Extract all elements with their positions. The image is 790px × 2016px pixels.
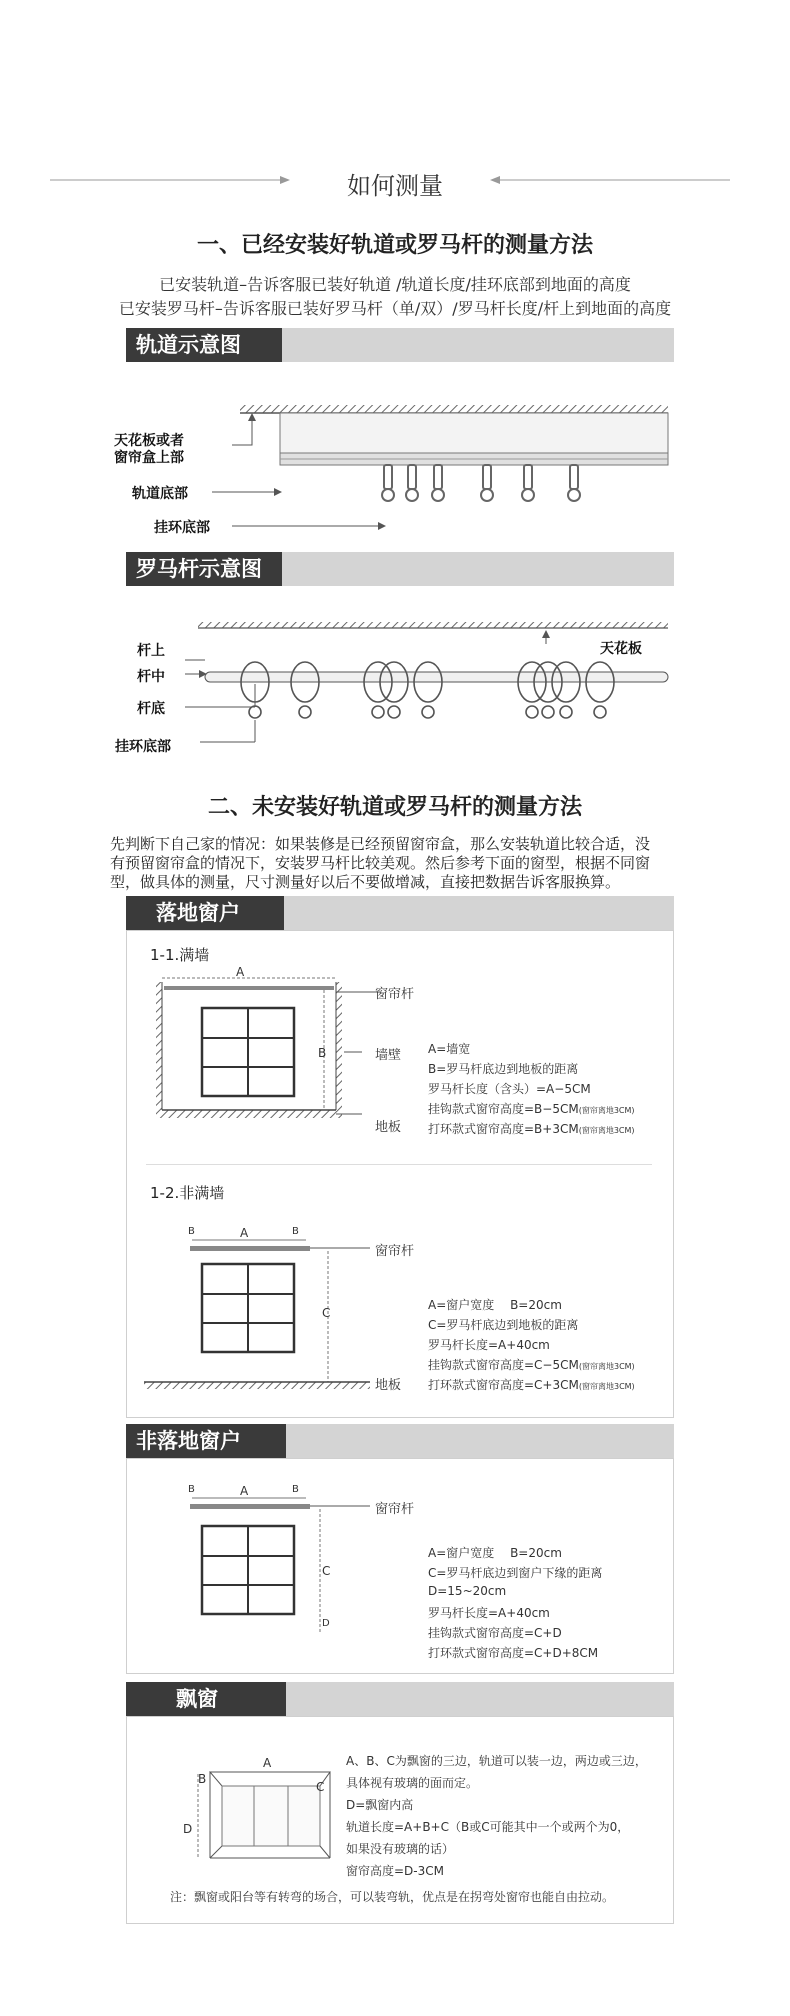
rod-label-top: 杆上 <box>137 643 165 659</box>
floor-case2-note-5 <box>428 1376 635 1393</box>
bay-label-d: D <box>183 1822 193 1836</box>
floor-case1-note-5 <box>428 1120 635 1137</box>
floor-case1-label-a: A <box>236 965 245 979</box>
rod-label-ring-bottom: 挂环底部 <box>115 739 171 755</box>
floor-case1-diagram <box>140 968 380 1138</box>
section2-heading: 二、未安装好轨道或罗马杆的测量方法 <box>207 795 582 820</box>
nonfloor-label-c: C <box>322 1564 331 1578</box>
floor-band <box>126 896 674 930</box>
rod-label-bottom: 杆底 <box>137 701 165 717</box>
section1-line2: 已安装罗马杆–告诉客服已装好罗马杆（单/双）/罗马杆长度/杆上到地面的高度 <box>118 299 672 318</box>
floor-case1-note-2: B=罗马杆底边到地板的距离 <box>428 1062 579 1076</box>
floor-case1-note-4-sub: (窗帘离地3CM) <box>578 1106 635 1115</box>
nonfloor-label-b-right: B <box>292 1484 299 1495</box>
floor-case2-label-rod: 窗帘杆 <box>375 1244 415 1259</box>
bay-diagram <box>190 1762 350 1882</box>
section2-para-3: 型，做具体的测量，尺寸测量好以后不要做增减，直接把数据告诉客服换算。 <box>110 873 621 891</box>
floor-divider <box>146 1164 652 1165</box>
floor-case2-note-5-text: 打环款式窗帘高度=C+3CM <box>428 1378 579 1392</box>
nonfloor-diagram <box>140 1484 380 1654</box>
rod-band-label: 罗马杆示意图 <box>126 552 282 586</box>
floor-case1-note-3: 罗马杆长度（含头）=A−5CM <box>428 1082 591 1096</box>
floor-case2-label-b-left: B <box>188 1226 195 1237</box>
nonfloor-label-rod: 窗帘杆 <box>375 1502 415 1517</box>
top-bar <box>0 0 790 160</box>
bay-band <box>126 1682 674 1716</box>
bay-footnote: 注：飘窗或阳台等有转弯的场合，可以装弯轨，优点是在拐弯处窗帘也能自由拉动。 <box>170 1890 615 1904</box>
floor-case1-note-4-text: 挂钩款式窗帘高度=B−5CM <box>428 1102 579 1116</box>
bay-label-b: B <box>198 1772 207 1786</box>
section2-para-1: 先判断下自己家的情况：如果装修是已经预留窗帘盒，那么安装轨道比较合适，没 <box>110 835 651 853</box>
nonfloor-band-label: 非落地窗户 <box>126 1424 286 1458</box>
section1-line1: 已安装轨道–告诉客服已装好轨道 /轨道长度/挂环底部到地面的高度 <box>159 275 631 294</box>
bay-note-1: A、B、C为飘窗的三边，轨道可以装一边，两边或三边， <box>346 1754 647 1768</box>
nonfloor-label-a: A <box>240 1484 249 1498</box>
bay-label-a: A <box>263 1756 272 1770</box>
floor-case1-note-4 <box>428 1100 635 1117</box>
nonfloor-label-d: D <box>322 1618 330 1629</box>
floor-case1-label-floor: 地板 <box>375 1120 402 1135</box>
nonfloor-note-3: D=15~20cm <box>428 1584 507 1598</box>
floor-case1-note-5-sub: (窗帘离地3CM) <box>578 1126 635 1135</box>
floor-case2-note-2: C=罗马杆底边到地板的距离 <box>428 1318 579 1332</box>
track-label-ceiling-1: 天花板或者 <box>114 433 184 449</box>
section2-para-2: 有预留窗帘盒的情况下，安装罗马杆比较美观。然后参考下面的窗型，根据不同窗 <box>110 854 651 872</box>
floor-case2-label-c: C <box>322 1306 331 1320</box>
floor-case2-diagram <box>140 1226 380 1396</box>
floor-case2-title: 1-2.非满墙 <box>150 1184 225 1202</box>
floor-case2-label-a: A <box>240 1226 249 1240</box>
page-title: 如何测量 <box>347 172 443 200</box>
rod-band <box>126 552 674 586</box>
floor-case1-note-1: A=墙宽 <box>428 1042 471 1056</box>
floor-case2-label-b-right: B <box>292 1226 299 1237</box>
bay-note-4: 轨道长度=A+B+C（B或C可能其中一个或两个为0， <box>346 1820 630 1834</box>
floor-case2-note-1: A=窗户宽度 B=20cm <box>428 1298 562 1312</box>
bay-note-6: 窗帘高度=D-3CM <box>346 1864 444 1878</box>
bay-label-c: C <box>316 1780 325 1794</box>
track-band-label: 轨道示意图 <box>126 328 282 362</box>
track-band <box>126 328 674 362</box>
floor-band-label: 落地窗户 <box>126 896 284 930</box>
floor-case2-note-5-sub: (窗帘离地3CM) <box>578 1382 635 1391</box>
track-label-ring-bottom: 挂环底部 <box>154 520 210 536</box>
bay-note-2: 具体视有玻璃的面而定。 <box>346 1776 479 1790</box>
floor-case2-note-4-sub: (窗帘离地3CM) <box>578 1362 635 1371</box>
track-label-ceiling-2: 窗帘盒上部 <box>114 450 184 466</box>
nonfloor-note-4: 罗马杆长度=A+40cm <box>428 1606 550 1620</box>
bay-note-5: 如果没有玻璃的话） <box>346 1842 455 1856</box>
floor-case1-label-b: B <box>318 1046 327 1060</box>
nonfloor-band <box>126 1424 674 1458</box>
track-diagram <box>0 395 790 545</box>
floor-case2-label-floor: 地板 <box>375 1378 402 1393</box>
bay-note-3: D=飘窗内高 <box>346 1798 414 1812</box>
floor-case1-label-rod: 窗帘杆 <box>375 987 415 1002</box>
rod-label-ceiling: 天花板 <box>600 641 642 657</box>
floor-case1-note-5-text: 打环款式窗帘高度=B+3CM <box>428 1122 579 1136</box>
floor-case2-note-4 <box>428 1356 635 1373</box>
floor-case1-label-wall: 墙壁 <box>375 1048 402 1063</box>
nonfloor-note-6: 打环款式窗帘高度=C+D+8CM <box>428 1646 599 1660</box>
nonfloor-note-1: A=窗户宽度 B=20cm <box>428 1546 562 1560</box>
section1-heading: 一、已经安装好轨道或罗马杆的测量方法 <box>196 233 593 258</box>
floor-case1-title: 1-1.满墙 <box>150 946 210 964</box>
floor-case2-note-4-text: 挂钩款式窗帘高度=C−5CM <box>428 1358 579 1372</box>
nonfloor-label-b-left: B <box>188 1484 195 1495</box>
rod-label-mid: 杆中 <box>137 669 165 685</box>
nonfloor-note-5: 挂钩款式窗帘高度=C+D <box>428 1626 562 1640</box>
floor-case2-note-3: 罗马杆长度=A+40cm <box>428 1338 550 1352</box>
track-label-rail-bottom: 轨道底部 <box>132 486 188 502</box>
bay-band-label: 飘窗 <box>126 1682 286 1716</box>
nonfloor-note-2: C=罗马杆底边到窗户下缘的距离 <box>428 1566 603 1580</box>
